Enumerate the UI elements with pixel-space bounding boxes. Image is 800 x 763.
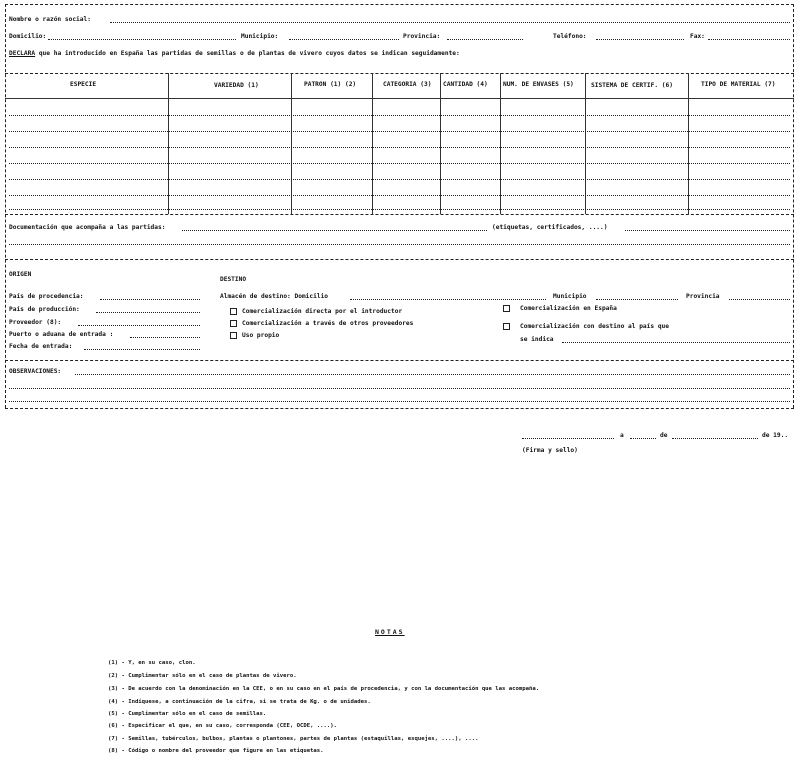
col-header-cantidad: CANTIDAD (4)	[443, 81, 488, 88]
destino-provincia-label: Provincia	[686, 293, 720, 300]
checkbox-uso-propio[interactable]	[230, 332, 237, 339]
option-destino-pais-line1: Comercialización con destino al país que	[520, 323, 670, 330]
destino-title: DESTINO	[220, 276, 247, 283]
domicilio-field[interactable]	[48, 39, 236, 40]
col-divider-6	[585, 73, 586, 214]
table-row[interactable]	[9, 195, 790, 196]
col-header-tipo: TIPO DE MATERIAL (7)	[701, 81, 776, 88]
col-divider-3	[372, 73, 373, 214]
table-row[interactable]	[9, 115, 790, 116]
section-divider-observaciones	[5, 360, 794, 361]
col-divider-7	[688, 73, 689, 214]
pais-produccion-field[interactable]	[96, 312, 200, 313]
declara-label	[9, 51, 460, 57]
nota-item: (4) - Indíquese, a continuación de la cifra, si se trata de Kg. o de unidades.	[108, 699, 371, 705]
checkbox-otros-proveedores[interactable]	[230, 320, 237, 327]
table-header-bottom	[5, 98, 794, 99]
telefono-field[interactable]	[596, 39, 684, 40]
documentacion-label: Documentación que acompaña a las partidas:	[9, 224, 166, 231]
option-otros-proveedores: Comercialización a través de otros proveedores	[242, 320, 414, 327]
form-frame	[5, 4, 794, 408]
fax-label: Fax:	[690, 33, 705, 40]
col-header-envases: NUM. DE ENVASES (5)	[503, 81, 574, 88]
puerto-field[interactable]	[130, 337, 200, 338]
date-a-label: a	[620, 432, 624, 439]
declara-text: que ha introducido en España las partidas de semillas o de plantas de vivero cuyos datos se indican seguidamente:	[38, 50, 460, 57]
frame-bottom	[5, 408, 794, 409]
dia-field[interactable]	[630, 438, 656, 439]
nota-item: (1) - Y, en su caso, clon.	[108, 660, 196, 666]
col-header-variedad: VARIEDAD (1)	[214, 82, 259, 89]
puerto-label: Puerto o aduana de entrada :	[9, 331, 114, 338]
nombre-field[interactable]	[110, 22, 790, 23]
municipio-field[interactable]	[289, 39, 399, 40]
pais-procedencia-field[interactable]	[100, 299, 200, 300]
frame-top	[5, 4, 794, 5]
telefono-label: Teléfono:	[553, 33, 587, 40]
almacen-field[interactable]	[350, 299, 546, 300]
table-row[interactable]	[9, 131, 790, 132]
observaciones-field[interactable]	[75, 374, 790, 375]
documentacion-field-line2[interactable]	[9, 244, 790, 245]
pais-procedencia-label: País de procedencia:	[9, 293, 84, 300]
checkbox-destino-pais[interactable]	[503, 323, 510, 330]
option-comercializacion-espana: Comercialización en España	[520, 305, 617, 312]
table-row[interactable]	[9, 209, 790, 210]
fecha-entrada-label: Fecha de entrada:	[9, 343, 73, 350]
documentacion-field-end[interactable]	[625, 230, 790, 231]
col-header-categoria: CATEGORIA (3)	[383, 81, 432, 88]
destino-provincia-field[interactable]	[729, 299, 790, 300]
proveedor-label: Proveedor (8):	[9, 319, 62, 326]
option-destino-pais-line2: se indica	[520, 336, 554, 343]
pais-produccion-label: País de producción:	[9, 306, 80, 313]
firma-label: (Firma y sello)	[522, 447, 578, 454]
date-de-label: de	[660, 432, 668, 439]
proveedor-field[interactable]	[78, 325, 200, 326]
documentacion-hint: (etiquetas, certificados, ....)	[492, 224, 608, 231]
origen-title: ORIGEN	[9, 271, 32, 278]
lugar-field[interactable]	[522, 438, 614, 439]
nota-item: (5) - Cumplimentar sólo en el caso de semillas.	[108, 711, 267, 717]
option-comercializacion-directa: Comercialización directa por el introductor	[242, 308, 403, 315]
table-row[interactable]	[9, 179, 790, 180]
nota-item: (2) - Cumplimentar sólo en el caso de plantas de vivero.	[108, 673, 297, 679]
notas-title: NOTAS	[375, 628, 405, 636]
col-divider-4	[440, 73, 441, 214]
date-year-label: de 19..	[762, 432, 789, 439]
nota-item: (7) - Semillas, tubérculos, bulbos, plantas o plantones, partes de plantas (estaquillas, esquejes, ....), ....	[108, 736, 479, 742]
destino-municipio-field[interactable]	[596, 299, 678, 300]
provincia-label: Provincia:	[403, 33, 441, 40]
domicilio-label: Domicilio:	[9, 33, 47, 40]
declara-word: DECLARA	[9, 50, 36, 57]
observaciones-label: OBSERVACIONES:	[9, 368, 62, 375]
col-divider-2	[291, 73, 292, 214]
option-uso-propio: Uso propio	[242, 332, 280, 339]
observaciones-field-line2[interactable]	[9, 388, 790, 389]
col-divider-5	[500, 73, 501, 214]
section-divider-documentacion	[5, 259, 794, 260]
checkbox-comercializacion-espana[interactable]	[503, 305, 510, 312]
col-header-patron: PATRON (1) (2)	[304, 81, 357, 88]
col-header-certif: SISTEMA DE CERTIF. (6)	[591, 82, 673, 89]
col-divider-1	[168, 73, 169, 214]
table-row[interactable]	[9, 163, 790, 164]
fax-field[interactable]	[708, 39, 790, 40]
documentacion-field[interactable]	[182, 230, 487, 231]
destino-pais-field[interactable]	[562, 342, 790, 343]
provincia-field[interactable]	[447, 39, 523, 40]
mes-field[interactable]	[672, 438, 758, 439]
municipio-label: Municipio:	[241, 33, 279, 40]
nota-item: (8) - Código o nombre del proveedor que figure en las etiquetas.	[108, 748, 324, 754]
col-header-especie: ESPECIE	[70, 81, 97, 88]
almacen-label: Almacén de destino: Domicilio	[220, 293, 329, 300]
nombre-label: Nombre o razón social:	[9, 16, 91, 23]
table-row[interactable]	[9, 147, 790, 148]
table-top-border	[5, 73, 794, 74]
observaciones-field-line3[interactable]	[9, 401, 790, 402]
checkbox-comercializacion-directa[interactable]	[230, 308, 237, 315]
fecha-entrada-field[interactable]	[84, 349, 200, 350]
nota-item: (6) - Especificar el que, en su caso, corresponda (CEE, OCDE, ....).	[108, 723, 338, 729]
nota-item: (3) - De acuerdo con la denominación en la CEE, o en su caso en el país de procedencia, y con la documentación que las acompaña.	[108, 686, 540, 692]
table-bottom-border	[5, 214, 794, 215]
destino-municipio-label: Municipio	[553, 293, 587, 300]
